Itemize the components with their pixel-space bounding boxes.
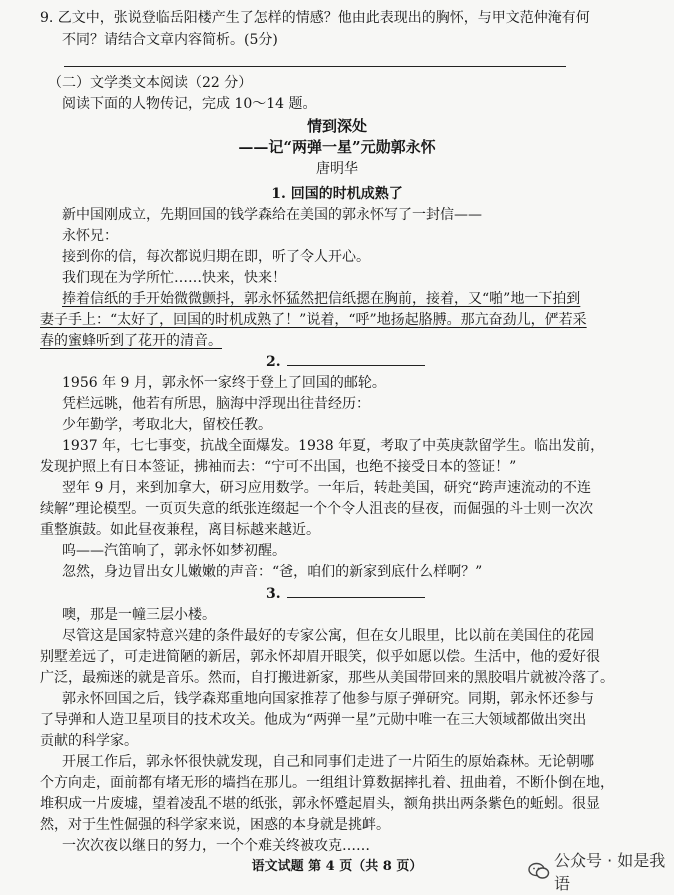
paragraph-line: 郭永怀回国之后，钱学森郑重地向国家推荐了他参与原子弹研究。同期，郭永怀还参与 <box>62 691 594 707</box>
paragraph-line: 了导弹和人造卫星项目的技术攻关。他成为“两弹一星”元勋中唯一在三大领域都做出突出 <box>40 712 587 728</box>
paragraph-line: 广泛，最痴迷的就是音乐。然而，自打搬进新家，那些从美国带回来的黑胶唱片就被冷落了。 <box>40 670 614 686</box>
paragraph-line: 堆积成一片废墟，望着凌乱不堪的纸张，郭永怀蹙起眉头，额角拱出两条紫色的蚯蚓。很显 <box>40 796 600 812</box>
paragraph-line: 1956 年 9 月，郭永怀一家终于登上了回国的邮轮。 <box>62 375 386 391</box>
paragraph-line: 少年勤学，考取北大，留校任教。 <box>62 417 272 433</box>
watermark <box>528 848 674 894</box>
article-subtitle: ——记“两弹一星”元勋郭永怀 <box>238 138 436 156</box>
paragraph-line: 我们现在为学所忙……快来，快来！ <box>62 270 286 286</box>
paragraph-line: 新中国刚成立，先期回国的钱学森给在美国的郭永怀写了一封信—— <box>62 207 482 223</box>
paragraph-line: 然，对于生性倔强的科学家来说，困惑的本身就是挑衅。 <box>40 817 390 833</box>
question-9-line-2: 不同？请结合文章内容简析。(5分) <box>62 32 278 48</box>
fill-in-blank <box>287 353 425 366</box>
article-author: 唐明华 <box>316 161 358 177</box>
part-2-heading <box>266 352 425 372</box>
page-footer: 语文试题 第 4 页（共 8 页） <box>251 859 423 874</box>
paragraph-line: 开展工作后，郭永怀很快就发现，自己和同事们走进了一片陌生的原始森林。无论朝哪 <box>62 754 594 770</box>
answer-line <box>64 66 566 67</box>
fill-in-blank <box>287 585 425 598</box>
section-heading: （二）文学类文本阅读（22 分） <box>48 75 253 91</box>
section-instruction: 阅读下面的人物传记，完成 10～14 题。 <box>62 96 317 112</box>
paragraph-line: 续解”理论模型。一页页失意的纸张连缀起一个个令人沮丧的昼夜，而倔强的斗士则一次次 <box>40 501 594 517</box>
watermark-text: 公众号 · 如是我语 <box>554 851 666 893</box>
wechat-icon <box>528 862 550 880</box>
part-3-number: 3. <box>266 586 281 602</box>
paragraph-line: 别墅差远了，可走进简陋的新居，郭永怀却眉开眼笑，似乎如愿以偿。生活中，他的爱好很 <box>40 649 600 665</box>
paragraph-line: 翌年 9 月，来到加拿大，研习应用数学。一年后，转赴美国，研究“跨声速流动的不连 <box>62 480 591 496</box>
paragraph-line: 永怀兄： <box>62 228 118 244</box>
part-2-number: 2. <box>266 354 281 370</box>
underlined-line: 捧着信纸的手开始微微颤抖，郭永怀猛然把信纸摁在胸前，接着，又“啪”地一下拍到 <box>62 291 581 307</box>
paragraph-line: 尽管这是国家特意兴建的条件最好的专家公寓，但在女儿眼里，比以前在美国住的花园 <box>62 628 594 644</box>
underlined-line: 妻子手上：“太好了，回国的时机成熟了！”说着，“呼”地扬起胳膊。那亢奋劲儿，俨若采 <box>40 312 587 328</box>
paragraph-line: 发现护照上有日本签证，拂袖而去：“宁可不出国，也绝不接受日本的签证！” <box>40 459 517 475</box>
article-title: 情到深处 <box>306 117 367 135</box>
paragraph-line: 个方向走，面前都有堵无形的墙挡在那儿。一组组计算数据摔扎着、扭曲着，不断仆倒在地， <box>40 775 614 791</box>
paragraph-line: 贡献的科学家。 <box>40 733 138 749</box>
paragraph-line: 一次次夜以继日的努力，一个个难关终被攻克…… <box>62 838 370 854</box>
paragraph-line: 重整旗鼓。如此昼夜兼程，离目标越来越近。 <box>40 522 320 538</box>
paragraph-line: 噢，那是一幢三层小楼。 <box>62 607 216 623</box>
paragraph-line: 忽然，身边冒出女儿嫩嫩的声音：“爸，咱们的新家到底什么样啊？” <box>62 564 483 580</box>
part-3-heading <box>266 584 425 604</box>
paragraph-line: 1937 年，七七事变，抗战全面爆发。1938 年夏，考取了中英庚款留学生。临出发前， <box>62 438 605 454</box>
paragraph-line: 呜——汽笛响了，郭永怀如梦初醒。 <box>62 543 286 559</box>
question-9-line-1: 9. 乙文中，张说登临岳阳楼产生了怎样的情感？他由此表现出的胸怀，与甲文范仲淹有何 <box>40 10 590 26</box>
part-1-heading: 1. 回国的时机成熟了 <box>271 186 403 202</box>
underlined-line: 春的蜜蜂听到了花开的清音。 <box>40 333 222 349</box>
paragraph-line: 凭栏远眺，他若有所思，脑海中浮现出往昔经历： <box>62 396 370 412</box>
paragraph-line: 接到你的信，每次都说归期在即，听了令人开心。 <box>62 249 370 265</box>
